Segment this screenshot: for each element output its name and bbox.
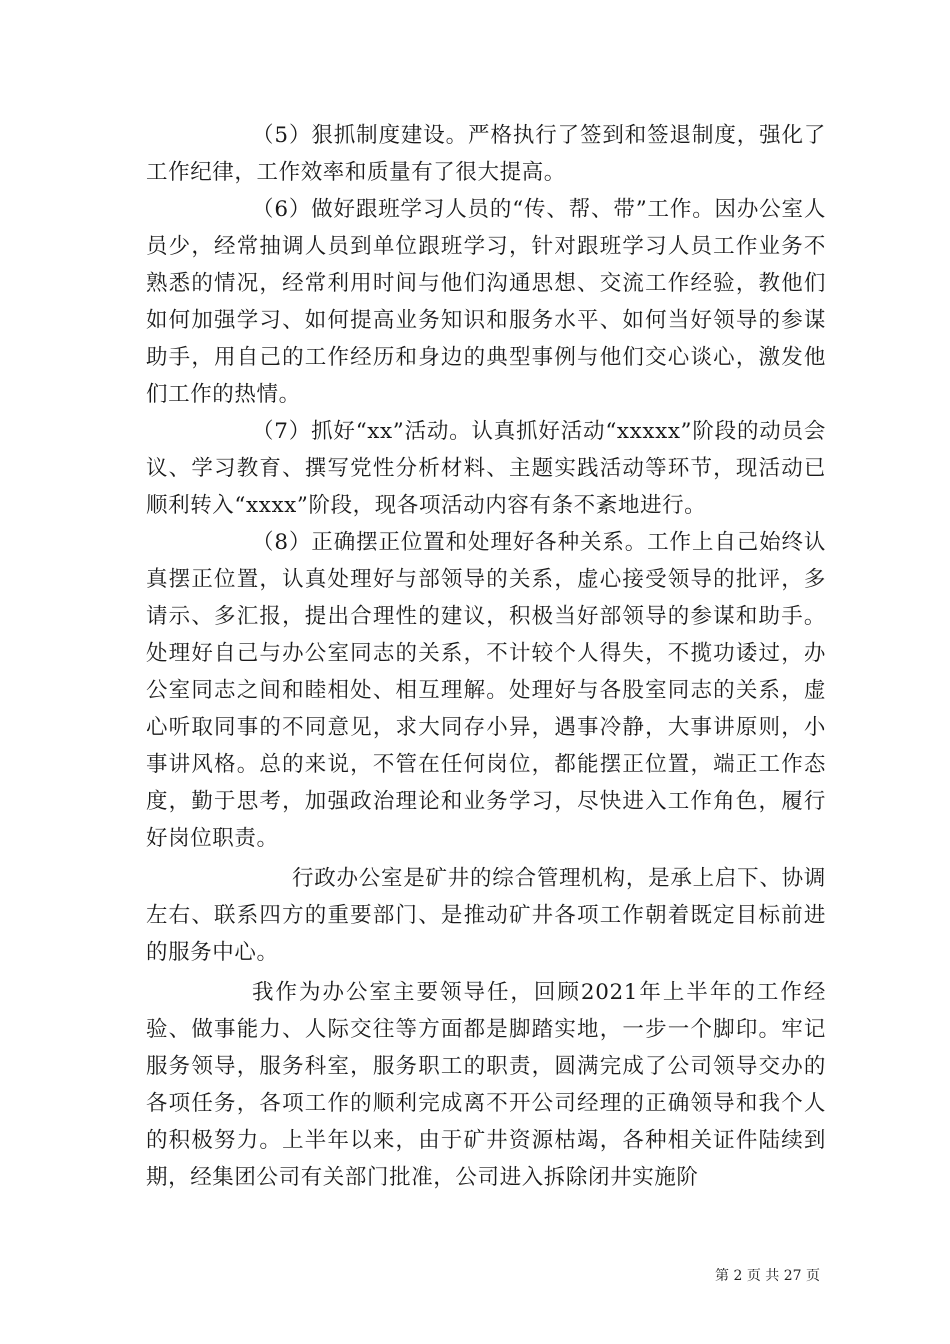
paragraph-half-year-review: 我作为办公室主要领导任，回顾2021年上半年的工作经验、做事能力、人际交往等方面都是脚踏实地，一步一个脚印。牢记服务领导，服务科室，服务职工的职责，圆满完成了公司领导交办的各项任务，各项工作的顺利完成离不开公司经理的正确领导和我个人的积极努力。上半年以来，由于矿井资源枯竭，各种相关证件陆续到期，经集团公司有关部门批准，公司进入拆除闭井实施阶 — [146, 980, 826, 1190]
page-number-footer: 第 2 页 共 27 页 — [715, 1268, 820, 1284]
paragraph-office-intro: 行政办公室是矿井的综合管理机构，是承上启下、协调左右、联系四方的重要部门、是推动矿井各项工作朝着既定目标前进的服务中心。 — [146, 866, 826, 965]
paragraph-item-5: （5）狠抓制度建设。严格执行了签到和签退制度，强化了工作纪律，工作效率和质量有了很大提高。 — [146, 123, 826, 185]
paragraph-item-8: （8）正确摆正位置和处理好各种关系。工作上自己始终认真摆正位置，认真处理好与部领导的关系，虚心接受领导的批评，多请示、多汇报，提出合理性的建议，积极当好部领导的参谋和助手。处理好自己与办公室同志的关系，不计较个人得失，不揽功诿过，办公室同志之间和睦相处、相互理解。处理好与各股室同志的关系，虚心听取同事的不同意见，求大同存小异，遇事冷静，大事讲原则，小事讲风格。总的来说，不管在任何岗位，都能摆正位置，端正工作态度，勤于思考，加强政治理论和业务学习，尽快进入工作角色，履行好岗位职责。 — [146, 530, 826, 851]
paragraph-item-7: （7）抓好“xx”活动。认真抓好活动“xxxxx”阶段的动员会议、学习教育、撰写党性分析材料、主题实践活动等环节，现活动已顺利转入“xxxx”阶段，现各项活动内容有条不紊地进行。 — [146, 419, 826, 518]
document-body — [146, 117, 826, 1196]
paragraph-item-6: （6）做好跟班学习人员的“传、帮、带”工作。因办公室人员少，经常抽调人员到单位跟班学习，针对跟班学习人员工作业务不熟悉的情况，经常利用时间与他们沟通思想、交流工作经验，教他们如何加强学习、如何提高业务知识和服务水平、如何当好领导的参谋助手，用自己的工作经历和身边的典型事例与他们交心谈心，激发他们工作的热情。 — [146, 197, 826, 407]
